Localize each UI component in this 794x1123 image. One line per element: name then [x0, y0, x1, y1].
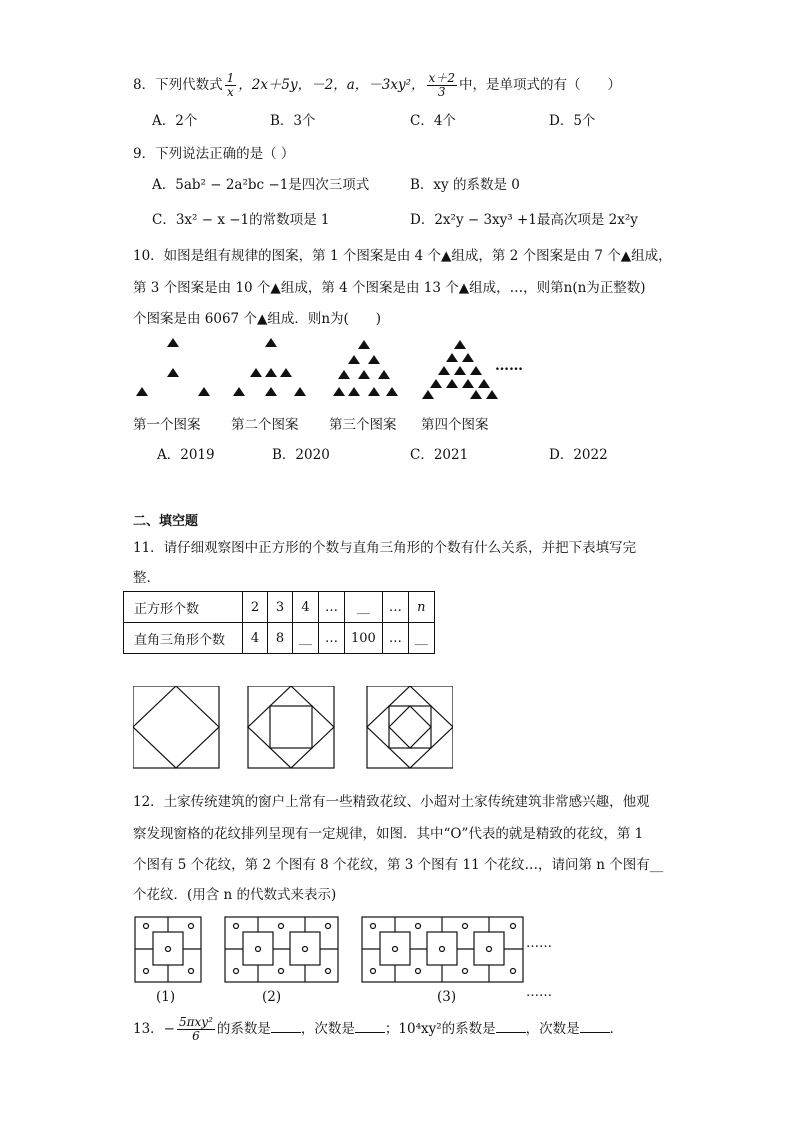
pattern-1 [136, 338, 210, 396]
q13-frac: $\frac{\text{5πxy²}}{6}$ [179, 1015, 213, 1043]
table-cell: 2 [243, 592, 268, 623]
pattern-3 [333, 340, 398, 396]
table-cell-answer[interactable]: __ [345, 592, 383, 623]
table-row [124, 592, 435, 623]
q12-ellipsis-1: …… [526, 936, 552, 951]
q8-option-d[interactable]: D．5个 [549, 113, 596, 129]
window-figure-2 [225, 917, 338, 982]
table-cell-answer[interactable]: __ [408, 623, 434, 654]
q9-option-b[interactable]: B．xy 的系数是 0 [410, 177, 520, 193]
q10-label-1: 第一个图案 [133, 417, 201, 433]
q8-prefix: 8．下列代数式 [133, 77, 223, 93]
q12-line1: 12．土家传统建筑的窗户上常有一些精致花纹、小超对土家传统建筑非常感兴趣，他观 [133, 794, 650, 810]
q10-line2: 第 3 个图案是由 10 个▲组成，第 4 个图案是由 13 个▲组成，…，则第n(n为正整数) [133, 280, 646, 296]
square-figure-3 [367, 686, 453, 768]
section-title: 二、填空题 [133, 514, 199, 529]
q10-label-4: 第四个图案 [421, 417, 489, 433]
q12-line3: 个图有 5 个花纹，第 2 个图有 8 个花纹，第 3 个图有 11 个花纹…，请问第 n 个图有__ [133, 857, 664, 873]
q8-frac2: $\frac{x+2}{3}$ [428, 71, 455, 99]
q9-option-d[interactable]: D．2x²y − 3xy³ +1最高次项是 2x²y [410, 212, 638, 228]
q8-items: ，2x＋5y，－2，a，－3xy²， [238, 77, 425, 93]
pattern-2 [233, 338, 306, 396]
q8-suffix: 中，是单项式的有（ ） [458, 77, 621, 93]
q13-prefix: 13．− [133, 1021, 175, 1037]
q12-line2: 察发现窗格的花纹排列呈现有一定规律，如图．其中“O”代表的就是精致的花纹，第 1 [133, 826, 644, 842]
table-cell: … [319, 592, 345, 623]
q9-option-a[interactable]: A．5ab² − 2a²bc −1是四次三项式 [152, 177, 370, 193]
q10-line3: 个图案是由 6067 个▲组成．则n为( ) [133, 311, 382, 327]
table-row [124, 623, 435, 654]
q12-label-1: (1) [156, 989, 176, 1005]
table-cell: … [382, 623, 408, 654]
q11-table [123, 591, 435, 654]
q9-option-c[interactable]: C．3x² − x −1的常数项是 1 [152, 212, 330, 228]
q10-triangle-patterns [130, 332, 550, 407]
q8-option-c[interactable]: C．4个 [410, 113, 456, 129]
q10-option-d[interactable]: D．2022 [549, 447, 608, 463]
table-cell: 4 [293, 592, 319, 623]
q10-option-b[interactable]: B．2020 [272, 447, 330, 463]
q8-frac1: $\frac{1}{x}$ [226, 71, 235, 99]
table-cell: 4 [243, 623, 268, 654]
table-cell: … [382, 592, 408, 623]
q11-square-figures [133, 686, 453, 770]
square-figure-2 [248, 686, 334, 768]
q12-window-figures [133, 915, 533, 985]
q11-line1: 11．请仔细观察图中正方形的个数与直角三角形的个数有什么关系，并把下表填写完 [133, 540, 637, 556]
q8-stem [133, 72, 621, 99]
q11-line2: 整． [133, 570, 160, 586]
table-cell: n [408, 592, 434, 623]
window-figure-3 [362, 917, 523, 982]
q9-stem: 9．下列说法正确的是（ ） [133, 146, 295, 162]
window-figure-1 [135, 917, 201, 982]
q10-option-a[interactable]: A．2019 [157, 447, 215, 463]
q10-option-c[interactable]: C．2021 [410, 447, 469, 463]
table-cell: 3 [268, 592, 293, 623]
q12-label-2: (2) [262, 989, 282, 1005]
q12-ellipsis-2: …… [526, 985, 552, 1000]
table-cell-answer[interactable]: __ [293, 623, 319, 654]
q13-blank-2[interactable] [355, 1032, 385, 1033]
q13-stem: 13．− $\frac{\text{5πxy²}}{6}$ 的系数是 ，次数是 ；10⁴xy²的系数是 ，次数是 ． [133, 1015, 624, 1043]
pattern-4 [422, 340, 498, 399]
q10-label-2: 第二个图案 [231, 417, 299, 433]
table-cell: 8 [268, 623, 293, 654]
q13-blank-4[interactable] [580, 1032, 610, 1033]
q8-option-a[interactable]: A．2个 [152, 113, 198, 129]
q10-label-3: 第三个图案 [329, 417, 397, 433]
q8-option-b[interactable]: B．3个 [270, 113, 316, 129]
q10-ellipsis: …… [495, 358, 523, 374]
table-cell: 直角三角形个数 [124, 623, 243, 654]
table-cell: … [319, 623, 345, 654]
q10-line1: 10．如图是组有规律的图案，第 1 个图案是由 4 个▲组成，第 2 个图案是由 7 个▲组成， [133, 248, 672, 264]
q12-label-3: (3) [437, 989, 457, 1005]
square-figure-1 [133, 686, 219, 768]
table-cell: 正方形个数 [124, 592, 243, 623]
q13-blank-1[interactable] [271, 1032, 301, 1033]
table-cell: 100 [345, 623, 383, 654]
q13-blank-3[interactable] [496, 1032, 526, 1033]
q12-line4: 个花纹．(用含 n 的代数式来表示) [133, 887, 337, 903]
